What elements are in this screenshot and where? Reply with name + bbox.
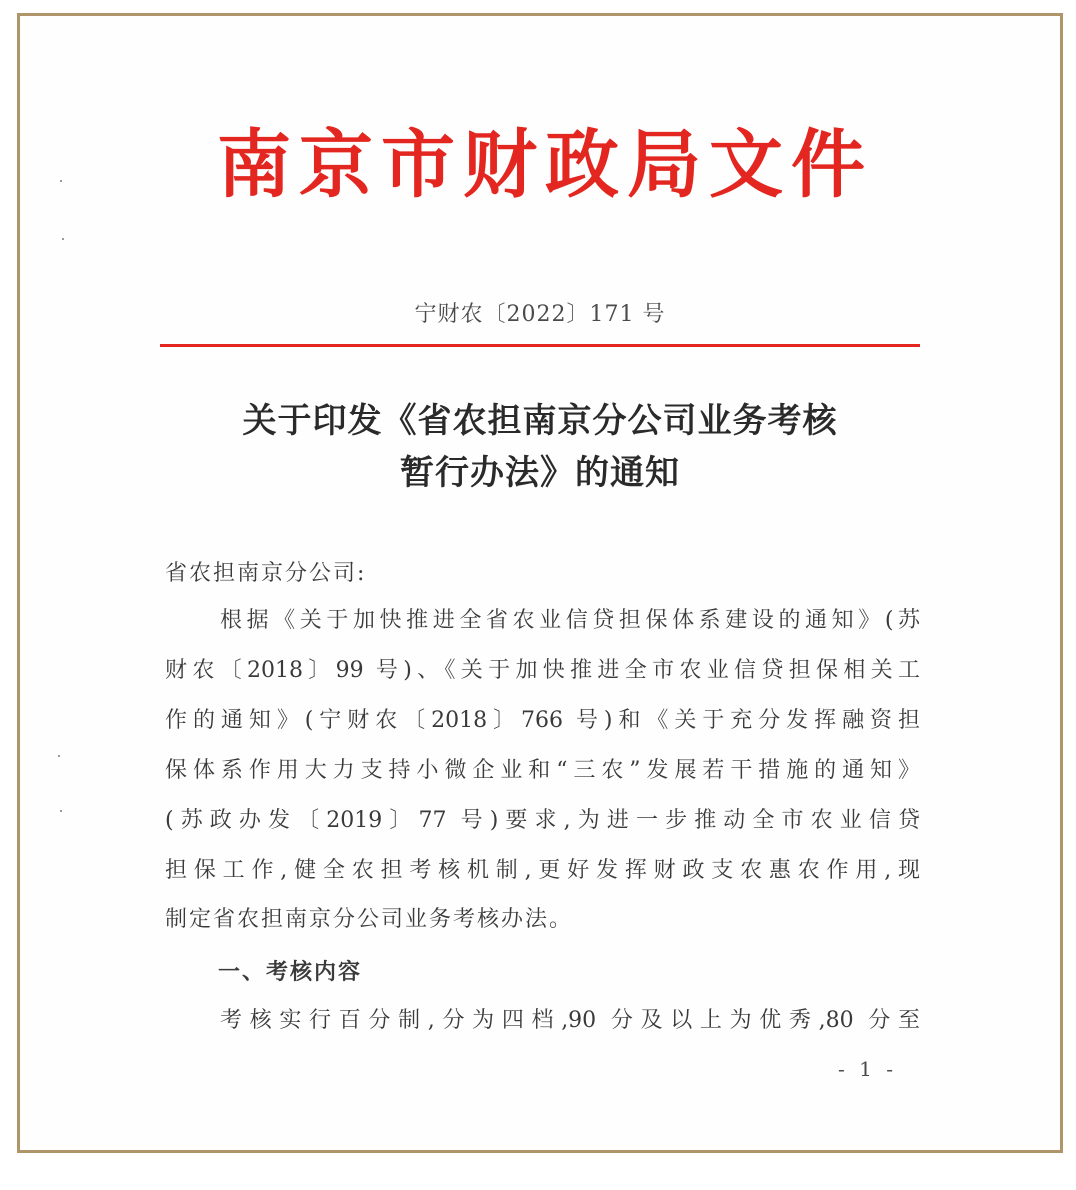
- issuing-authority-header: 南京市财政局文件: [217, 122, 873, 208]
- paragraph-line: 担保工作,健全农担考核机制,更好发挥财政支农惠农作用,现: [165, 858, 920, 883]
- scan-speck: [60, 180, 62, 182]
- scan-speck: [58, 755, 60, 757]
- paragraph-line: 保体系作用大力支持小微企业和“三农”发展若干措施的通知》: [165, 758, 920, 783]
- document-title-line-1: 关于印发《省农担南京分公司业务考核: [242, 401, 838, 441]
- paragraph-line: 财农〔2018〕99 号)、《关于加快推进全市农业信贷担保相关工: [165, 658, 920, 683]
- page-number: - 1 -: [838, 1057, 897, 1081]
- paragraph-line: 根据《关于加快推进全省农业信贷担保体系建设的通知》(苏: [220, 608, 920, 633]
- document-title: [160, 395, 920, 499]
- paragraph-line: 作的通知》(宁财农〔2018〕766 号)和《关于充分发挥融资担: [165, 708, 920, 733]
- red-separator-line: [160, 344, 920, 347]
- section-paragraph-line: 考核实行百分制,分为四档,90 分及以上为优秀,80 分至: [220, 1008, 920, 1033]
- scan-speck: [62, 238, 64, 240]
- addressee: 省农担南京分公司:: [165, 561, 367, 586]
- paragraph-line: 制定省农担南京分公司业务考核办法。: [165, 907, 574, 932]
- document-title-line-2: 暂行办法》的通知: [400, 453, 680, 493]
- document-number: 宁财农〔2022〕171 号: [414, 302, 666, 327]
- scan-speck: [60, 810, 62, 812]
- paragraph-line: (苏政办发〔2019〕77 号)要求,为进一步推动全市农业信贷: [165, 808, 920, 833]
- section-heading: 一、考核内容: [218, 959, 363, 985]
